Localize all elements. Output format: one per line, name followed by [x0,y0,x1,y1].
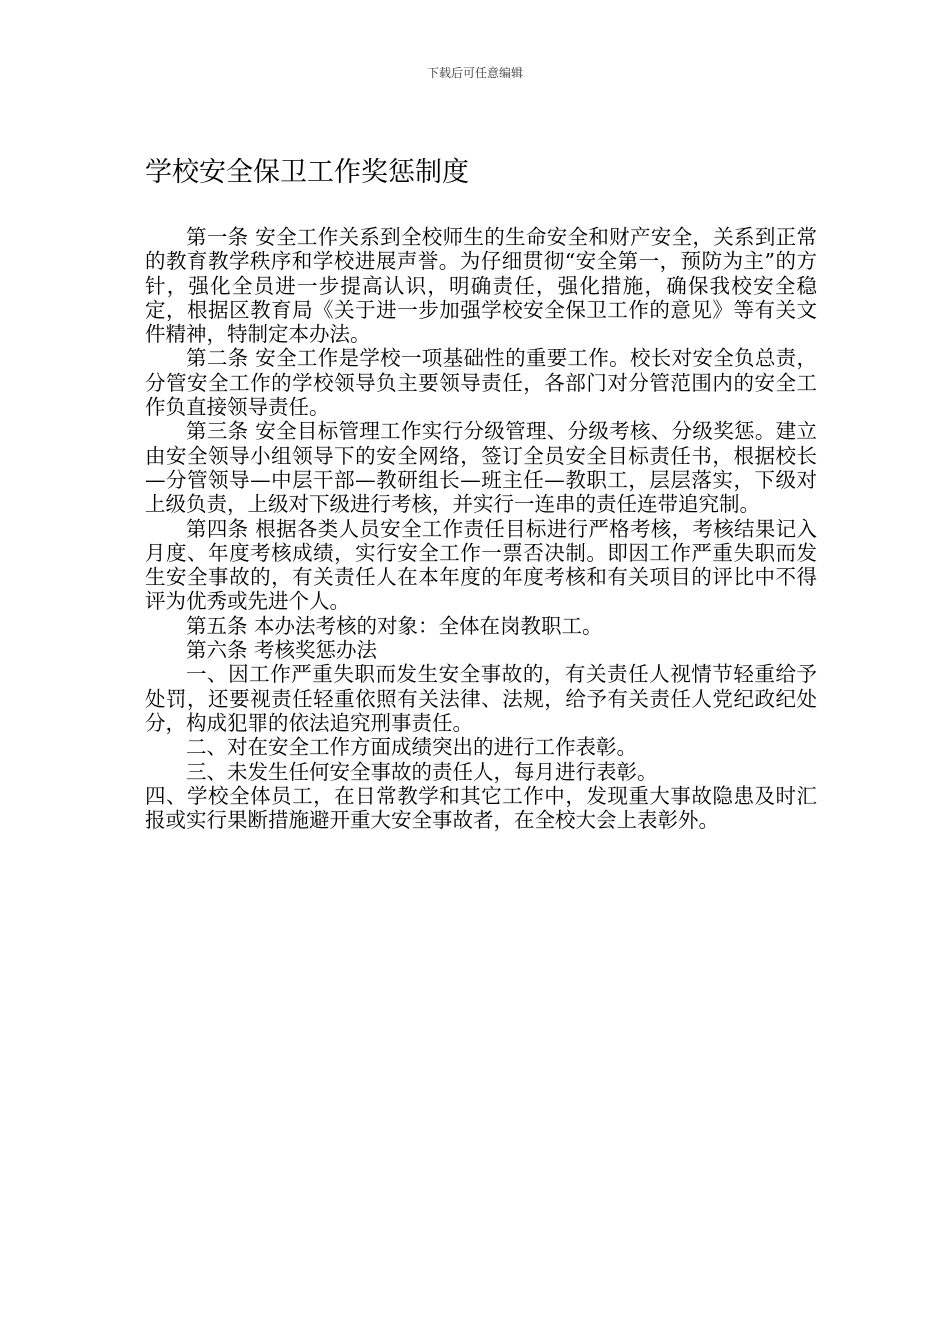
paragraph-item-1: 一、因工作严重失职而发生安全事故的，有关责任人视情节轻重给予处罚，还要视责任轻重依照有关法律、法规，给予有关责任人党纪政纪处分，构成犯罪的依法追究刑事责任。 [145,662,817,735]
document-title: 学校安全保卫工作奖惩制度 [145,157,469,188]
paragraph-article-4: 第四条 根据各类人员安全工作责任目标进行严格考核，考核结果记入月度、年度考核成绩，实行安全工作一票否决制。即因工作严重失职而发生安全事故的，有关责任人在本年度的年度考核和有关项目的评比中不得评为优秀或先进个人。 [145,516,817,614]
paragraph-article-2: 第二条 安全工作是学校一项基础性的重要工作。校长对安全负总责，分管安全工作的学校领导负主要领导责任，各部门对分管范围内的安全工作负直接领导责任。 [145,346,817,420]
document-body [145,225,817,832]
paragraph-article-1: 第一条 安全工作关系到全校师生的生命安全和财产安全，关系到正常的教育教学秩序和学校进展声誉。为仔细贯彻“安全第一，预防为主”的方针，强化全员进一步提高认识，明确责任，强化措施，确保我校安全稳定，根据区教育局《关于进一步加强学校安全保卫工作的意见》等有关文件精神，特制定本办法。 [145,225,817,347]
paragraph-article-3: 第三条 安全目标管理工作实行分级管理、分级考核、分级奖惩。建立由安全领导小组领导下的安全网络，签订全员安全目标责任书，根据校长—分管领导—中层干部—教研组长—班主任—教职工，层层落实，下级对上级负责，上级对下级进行考核，并实行一连串的责任连带追究制。 [145,419,817,517]
paragraph-article-5: 第五条 本办法考核的对象：全体在岗教职工。 [186,613,603,638]
paragraph-item-4: 四、学校全体员工，在日常教学和其它工作中，发现重大事故隐患及时汇报或实行果断措施避开重大安全事故者，在全校大会上表彰外。 [145,783,817,833]
header-note: 下载后可任意编辑 [426,66,523,80]
paragraph-article-6: 第六条 考核奖惩办法 [186,638,378,663]
paragraph-item-3: 三、未发生任何安全事故的责任人，每月进行表彰。 [186,759,658,784]
paragraph-item-2: 二、对在安全工作方面成绩突出的进行工作表彰。 [186,735,637,760]
